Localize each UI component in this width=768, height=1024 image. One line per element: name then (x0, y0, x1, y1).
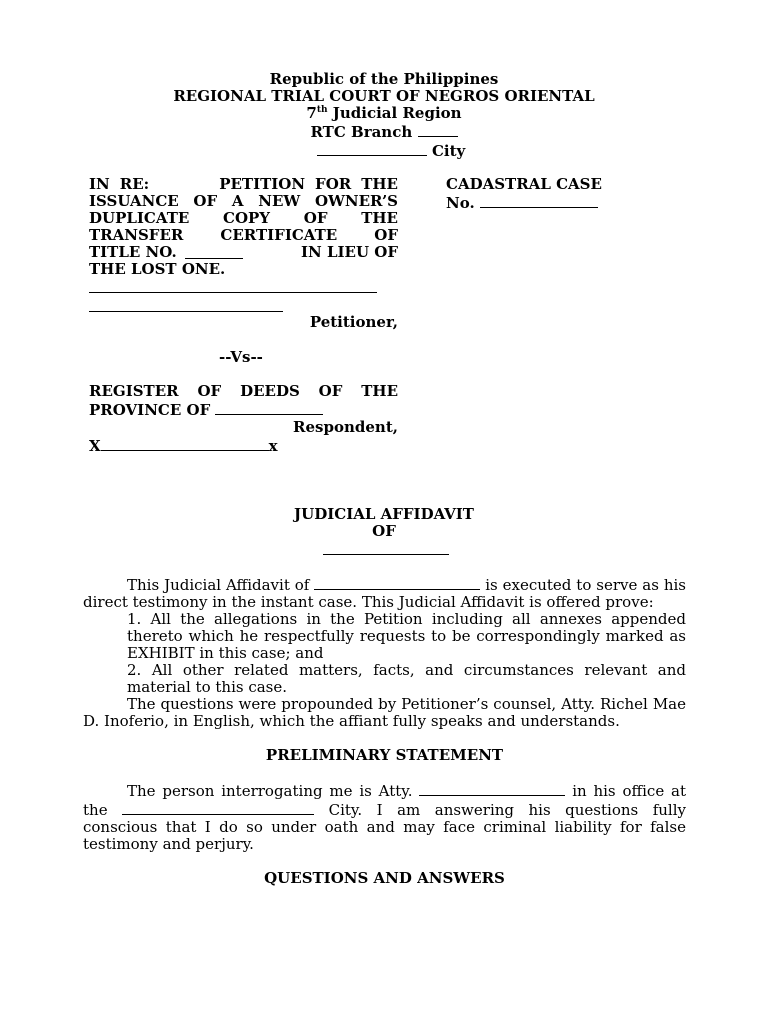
caption-rule (101, 436, 269, 451)
republic-line: Republic of the Philippines (269, 70, 499, 88)
city-blank (317, 141, 427, 156)
intro-paragraph (83, 575, 686, 611)
region-number: 7 (306, 104, 317, 122)
petitioner-name-blank-2 (89, 297, 283, 312)
branch-label: RTC Branch (310, 123, 413, 141)
province-blank (215, 400, 323, 415)
petitioner-blank-row-1 (89, 278, 398, 297)
title-no-blank (185, 244, 243, 259)
city-label: City (431, 142, 466, 160)
preliminary-statement-heading: PRELIMINARY STATEMENT (265, 746, 504, 764)
office-blank (122, 800, 314, 815)
lost-one-line: THE LOST ONE. (89, 260, 226, 278)
affiant-blank (314, 575, 480, 590)
affidavit-title (0, 506, 768, 559)
petition-line-2: ISSUANCE OF A NEW OWNER’S (89, 192, 398, 210)
case-caption (89, 176, 398, 455)
affiant-name-blank (323, 540, 449, 555)
respondent-label: Respondent, (293, 418, 398, 436)
judicial-region (0, 105, 768, 122)
title-no-label: TITLE NO. (89, 243, 177, 261)
case-no-blank (480, 193, 598, 208)
branch-blank (418, 122, 458, 137)
in-lieu-label: IN LIEU OF (301, 243, 398, 261)
rtc-branch (0, 122, 768, 141)
case-number-block (446, 176, 686, 212)
petitioner-blank-row-2 (89, 297, 398, 314)
questions-paragraph: The questions were propounded by Petitioner’s counsel, Atty. Richel Mae D. Inoferio, in English, which the affiant fully speaks and understands. (83, 695, 686, 730)
court-name: REGIONAL TRIAL COURT OF NEGROS ORIENTAL (173, 87, 595, 105)
offer-item-1: 1. All the allegations in the Petition including all annexes appended thereto which he respectfully requests to be correspondingly marked as EXHIBIT in this case; and (127, 610, 686, 662)
offer-item-2: 2. All other related matters, facts, and circumstances relevant and material to this case. (127, 661, 686, 696)
city-line (0, 141, 768, 160)
case-no-label: No. (446, 194, 475, 212)
title-line-2: OF (372, 522, 396, 540)
prelim-text-a: The person interrogating me is Atty. (127, 782, 413, 800)
caption-closing-line (89, 436, 398, 455)
province-line (89, 400, 398, 419)
title-line-1: JUDICIAL AFFIDAVIT (294, 505, 474, 523)
questions-answers-heading: QUESTIONS AND ANSWERS (264, 869, 505, 887)
x-left: X (89, 437, 101, 455)
attorney-blank (419, 781, 565, 796)
affiant-name-line (0, 540, 768, 559)
court-header (0, 71, 768, 160)
versus-label: --Vs-- (219, 348, 263, 366)
petition-line-4: TRANSFER CERTIFICATE OF (89, 226, 398, 244)
spacer-1 (89, 331, 398, 349)
region-label: Judicial Region (327, 104, 462, 122)
petitioner-label: Petitioner, (309, 313, 398, 331)
x-right: x (268, 437, 278, 455)
intro-text-b: is executed to serve as his direct testimony in the instant case. This Judicial Affidavit is offered prove: (83, 576, 686, 611)
respondent-line-1: REGISTER OF DEEDS OF THE (89, 382, 398, 400)
title-no-line (89, 244, 398, 261)
prelim-text-c: City. I am answering his questions fully conscious that I do so under oath and may face criminal liability for false testimony and perjury. (83, 801, 686, 853)
case-number-line (446, 193, 686, 212)
region-ordinal: th (316, 105, 328, 115)
case-type-label: CADASTRAL CASE (446, 175, 602, 193)
petitioner-name-blank-1 (89, 278, 377, 293)
intro-text-a: This Judicial Affidavit of (127, 576, 310, 594)
spacer-2 (89, 366, 398, 383)
affidavit-body (83, 575, 686, 887)
province-label: PROVINCE OF (89, 401, 211, 419)
petition-line-3: DUPLICATE COPY OF THE (89, 209, 398, 227)
preliminary-paragraph (83, 781, 686, 853)
petition-line-1: IN RE: PETITION FOR THE (89, 175, 398, 193)
prelim-text-b: in his office at the (83, 782, 686, 819)
